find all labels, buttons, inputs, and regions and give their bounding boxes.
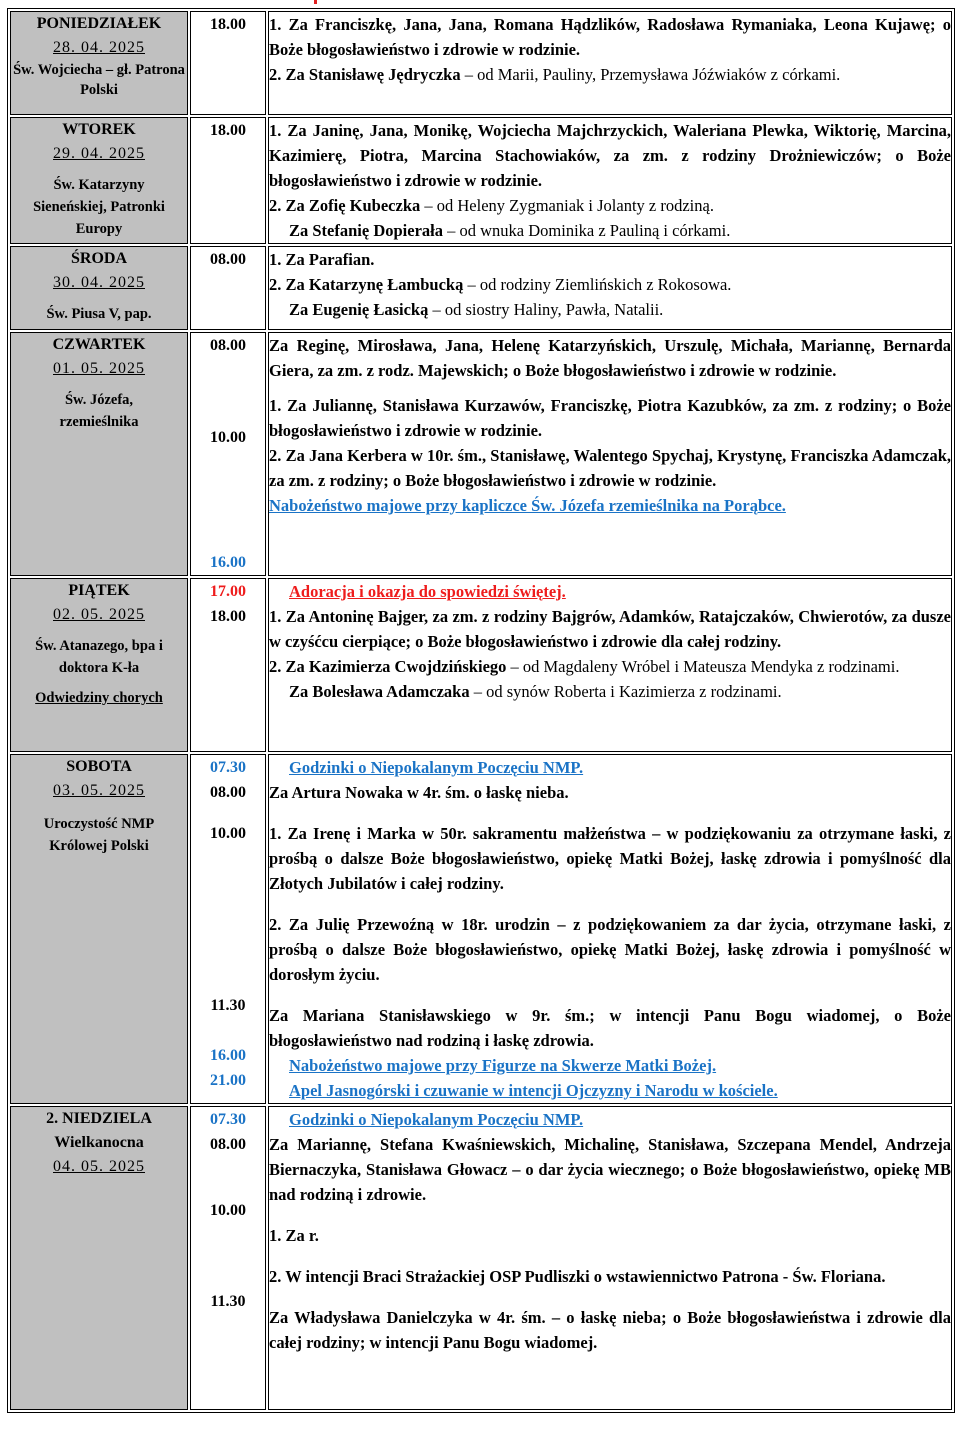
intention: 2. Za Katarzynę Łambucką – od rodziny Ziemlińskich z Rokosowa. (269, 275, 732, 294)
intention: 1. Za Antoninę Bajger, za zm. z rodziny Bajgrów, Adamków, Ratajczaków, Chwierotów, za dusze w czyśćcu cierpiące; o Boże błogosławieństwo i zdrowie dla całej rodziny. (269, 607, 951, 651)
times-cell (190, 1106, 266, 1410)
mass-time: 10.00 (210, 825, 246, 842)
mass-time: 08.00 (210, 251, 246, 268)
red-mark (314, 0, 317, 4)
event-link[interactable]: Godzinki o Niepokalanym Poczęciu NMP. (289, 1110, 584, 1129)
times-cell (190, 754, 266, 1104)
mass-time: 11.30 (210, 997, 246, 1014)
day-row-monday (10, 11, 952, 115)
intention: Za Artura Nowaka w 4r. śm. o łaskę nieba. (269, 783, 569, 802)
day-row-friday (10, 578, 952, 752)
day-note: Św. Józefa, rzemieślnika (59, 392, 139, 430)
day-note: Uroczystość NMP Królowej Polski (43, 816, 155, 854)
mass-schedule-table (7, 8, 955, 1413)
intention: 1. Za r. (269, 1226, 319, 1245)
day-name: 2. NIEDZIELA (46, 1110, 152, 1127)
day-name: SOBOTA (66, 758, 132, 775)
intentions-cell (268, 754, 952, 1104)
day-note: Św. Piusa V, pap. (46, 306, 152, 322)
intention: 1. Za Franciszkę, Jana, Jana, Romana Hądzlików, Radosława Rymaniaka, Leona Kujawę; o Boże błogosławieństwo i zdrowie w rodzinie. (269, 15, 951, 59)
times-cell (190, 332, 266, 576)
mass-time: 18.00 (210, 16, 246, 33)
intention: 2. Za Zofię Kubeczka – od Heleny Zygmaniak i Jolanty z rodziną. (269, 196, 714, 215)
event-link[interactable]: Nabożeństwo majowe przy kapliczce Św. Józefa rzemieślnika na Porąbce. (269, 496, 786, 515)
intentions-cell (268, 11, 952, 115)
mass-time: 10.00 (210, 1202, 246, 1219)
mass-time: 07.30 (210, 759, 246, 776)
intention: Za Eugenię Łasicką – od siostry Haliny, Pawła, Natalii. (289, 300, 664, 319)
mass-time: 18.00 (210, 122, 246, 139)
event-link[interactable]: Apel Jasnogórski i czuwanie w intencji Ojczyzny i Narodu w kościele. (289, 1081, 778, 1100)
intention: 2. Za Kazimierza Cwojdzińskiego – od Magdaleny Wróbel i Mateusza Mendyka z rodzinami. (269, 657, 900, 676)
sick-visits-note: Odwiedziny chorych (35, 690, 163, 706)
mass-time: 18.00 (210, 608, 246, 625)
intentions-cell (268, 117, 952, 244)
intentions-cell (268, 578, 952, 752)
day-name: PONIEDZIAŁEK (36, 15, 162, 32)
mass-time: 16.00 (210, 554, 246, 571)
mass-time: 21.00 (210, 1072, 246, 1089)
day-row-wednesday (10, 246, 952, 330)
mass-time: 07.30 (210, 1111, 246, 1128)
intention: 2. Za Jana Kerbera w 10r. śm., Stanisławę, Walentego Spychaj, Krystynę, Franciszka Adamczak, za zm. z rodziny; o Boże błogosławieństwo i zdrowie w rodzinie. (269, 446, 951, 490)
times-cell (190, 117, 266, 244)
day-name: ŚRODA (70, 250, 127, 267)
mass-time: 11.30 (210, 1293, 246, 1310)
day-date: 29. 04. 2025 (53, 145, 145, 162)
intentions-cell (268, 246, 952, 330)
day-cell (10, 1106, 188, 1410)
mass-time: 17.00 (210, 583, 246, 600)
intentions-cell (268, 332, 952, 576)
event-link[interactable]: Nabożeństwo majowe przy Figurze na Skwerze Matki Bożej. (289, 1056, 717, 1075)
day-note: Św. Wojciecha – gł. Patrona Polski (13, 62, 185, 98)
intention: 2. Za Stanisławę Jędryczka – od Marii, Pauliny, Przemysława Jóźwiaków z córkami. (269, 65, 841, 84)
day-date: 28. 04. 2025 (53, 39, 145, 56)
mass-time: 10.00 (210, 429, 246, 446)
times-cell (190, 11, 266, 115)
times-cell (190, 578, 266, 752)
intention: Za Mariannę, Stefana Kwaśniewskich, Michalinę, Stanisława, Szczepana Mendel, Andrzeja Biernaczyka, Stanisława Głowacz – o dar życia wiecznego; o Boże błogosławieństwo, opiekę MB nad rodziną i zdrowie. (269, 1135, 951, 1204)
times-cell (190, 246, 266, 330)
mass-time: 08.00 (210, 1136, 246, 1153)
day-date: 03. 05. 2025 (53, 782, 145, 799)
intention: 1. Za Irenę i Marka w 50r. sakramentu małżeństwa – w podziękowaniu za otrzymane łaski, z prośbą o dalsze Boże błogosławieństwo, opiekę Matki Bożej, łaskę zdrowia i pomyślność dla Złotych Jubilatów i całej rodziny. (269, 824, 951, 893)
intention: Za Bolesława Adamczaka – od synów Roberta i Kazimierza z rodzinami. (289, 682, 782, 701)
day-date: 01. 05. 2025 (53, 360, 145, 377)
intention: 1. Za Janinę, Jana, Monikę, Wojciecha Majchrzyckich, Waleriana Plewka, Wiktorię, Marcina, Kazimierę, Piotra, Marcina Stachowiaków, za zm. z rodziny Drożniewiczów; o Boże błogosławieństwo i zdrowie w rodzinie. (269, 121, 951, 190)
day-cell (10, 332, 188, 576)
intention: Za Władysława Danielczyka w 4r. śm. – o łaskę nieba; o Boże błogosławieństwa i zdrowie dla całej rodziny; w intencji Panu Bogu wiadomej. (269, 1308, 951, 1352)
day-name: CZWARTEK (52, 336, 146, 353)
day-note: Św. Katarzyny Sieneńskiej, Patronki Europy (33, 177, 165, 237)
intentions-cell (268, 1106, 952, 1410)
day-cell (10, 11, 188, 115)
day-row-saturday (10, 754, 952, 1104)
day-cell (10, 754, 188, 1104)
day-date: 30. 04. 2025 (53, 274, 145, 291)
day-note: Św. Atanazego, bpa i doktora K-ła (35, 638, 163, 676)
event-link[interactable]: Adoracja i okazja do spowiedzi świętej. (289, 582, 566, 601)
intention: 1. Za Parafian. (269, 250, 375, 269)
mass-time: 08.00 (210, 784, 246, 801)
day-row-tuesday (10, 117, 952, 244)
day-row-thursday (10, 332, 952, 576)
day-cell (10, 117, 188, 244)
mass-time: 08.00 (210, 337, 246, 354)
day-date: 02. 05. 2025 (53, 606, 145, 623)
event-link[interactable]: Godzinki o Niepokalanym Poczęciu NMP. (289, 758, 584, 777)
day-name: WTOREK (62, 121, 136, 138)
day-cell (10, 578, 188, 752)
intention: 1. Za Juliannę, Stanisława Kurzawów, Franciszkę, Piotra Kazubków, za zm. z rodziny; o Boże błogosławieństwo i zdrowie w rodzinie. (269, 396, 951, 440)
day-row-sunday (10, 1106, 952, 1410)
intention: Za Mariana Stanisławskiego w 9r. śm.; w intencji Panu Bogu wiadomej, o Boże błogosławieństwo nad rodziną i łaskę zdrowia. (269, 1006, 951, 1050)
intention: 2. Za Julię Przewoźną w 18r. urodzin – z podziękowaniem za dar życia, otrzymane łaski, z prośbą o dalsze Boże błogosławieństwo, opiekę Matki Bożej, łaskę zdrowia i pomyślność w dorosłym życiu. (269, 915, 951, 984)
intention: Za Stefanię Dopierała – od wnuka Dominika z Pauliną i córkami. (289, 221, 731, 240)
intention: Za Reginę, Mirosława, Jana, Helenę Katarzyńskich, Urszulę, Michała, Mariannę, Bernarda Giera, za zm. z rodz. Majewskich; o Boże błogosławieństwo i zdrowie w rodzinie. (269, 336, 951, 380)
day-cell (10, 246, 188, 330)
day-date: 04. 05. 2025 (53, 1158, 145, 1175)
intention: 2. W intencji Braci Strażackiej OSP Pudliszki o wstawiennictwo Patrona - Św. Floriana. (269, 1267, 886, 1286)
mass-time: 16.00 (210, 1047, 246, 1064)
day-name: PIĄTEK (68, 582, 130, 599)
day-name-2: Wielkanocna (54, 1134, 144, 1151)
